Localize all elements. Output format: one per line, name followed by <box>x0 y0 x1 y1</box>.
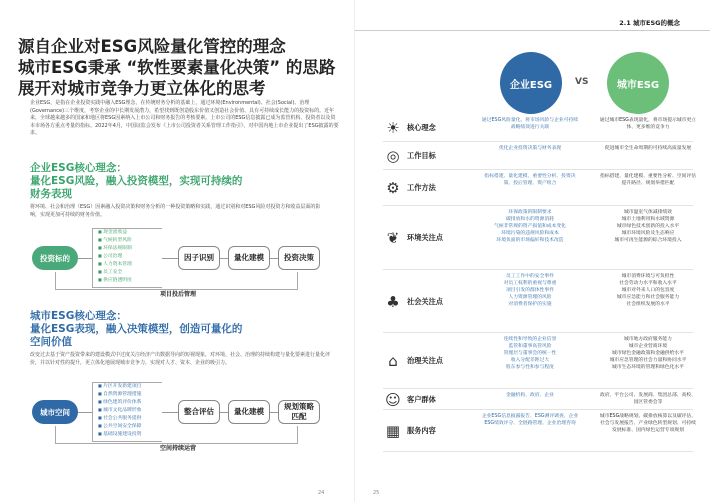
intro-paragraph: 企业ESG，是指在企业投资实践中融入ESG理念，在传统财务分析的基础上，通过环境(Environmental)、社会(Social)、治理(Governance)三个维度，考察企业的中长期发展潜力，希望找到既创造股东价值又创造社会价值、具有可持续成长能力的投资标的。近年来，全球越来越多的国家和地区将ESG因素纳入上市公司和财务报告的考核要素。上市公司的ESG信息披露已成为监管机构、投资者以及资本市场各方重点考量的指标。2022年4月，中国证监会发布《上市公司投资者关系管理工作指引》，对中国内地上市企业提出了ESG披露的要求。 <box>30 100 339 137</box>
connector-line <box>270 258 278 259</box>
connector-line <box>220 258 228 259</box>
city-space-oval: 城市空间 <box>32 400 78 424</box>
city-esg-circle: 城市ESG <box>607 52 669 114</box>
connector-line <box>220 412 228 413</box>
row-label: 客户群体 <box>407 394 436 404</box>
enterprise-cell: 环保政策的限制要求 碳排放和水的资源消耗 气候非常规的资产损值和成本变化 环境污染的违规风险和成本 环境负面的市场偏好和技术改造 <box>494 210 566 243</box>
table-row <box>383 114 697 142</box>
row-label: 治理关注点 <box>407 356 443 365</box>
investment-decision-box: 投资决策 <box>278 246 320 270</box>
city-heading-line-1: 城市ESG核心理念： <box>30 310 127 322</box>
network-icon: ⚙ <box>386 179 400 197</box>
connector-line <box>78 258 92 259</box>
factor-identification-box: 因子识别 <box>178 246 220 270</box>
city-cell: 城市ESG战略规划、碳排放核算以及碳评估、社会与发展报告、产业绿色转型规划、可持续发展标准、国内绿色运营专项规划 <box>599 414 697 433</box>
list-item: ■ 自然资源管理措施 <box>98 390 141 398</box>
people-icon: ♣ <box>386 292 400 311</box>
row-label: 服务内容 <box>407 426 436 435</box>
enterprise-footer-label: 项目投后管理 <box>160 291 197 298</box>
city-cell: 城市消费环境与可负担性 社会劳动力水平和收入水平 城市对外来人口的包容度 城市应急能力和社会服务能力 社会组织发展的水平 <box>616 274 680 307</box>
user-group-icon: ☺ <box>385 390 401 409</box>
page-title-line-1: 源自企业对ESG风险量化管控的理念 <box>18 37 286 56</box>
list-item: ■ 城市文化品牌形象 <box>98 406 141 414</box>
row-label: 环境关注点 <box>407 233 443 242</box>
right-page <box>355 0 710 502</box>
planning-strategy-box: 规划策略 匹配 <box>278 400 320 424</box>
city-heading-line-3: 空间价值 <box>30 336 72 348</box>
page-title-line-3: 展开对城市竞争力更立体化的思考 <box>18 79 266 98</box>
connector-line <box>78 412 92 413</box>
city-loop-bracket <box>55 426 298 444</box>
list-item: ■ 人力资本管理 <box>98 260 132 268</box>
table-row <box>383 206 693 270</box>
page-number-right: 25 <box>373 490 380 496</box>
enterprise-heading <box>30 162 330 201</box>
enterprise-heading-line-1: 企业ESG核心理念： <box>30 162 127 174</box>
list-item: ■ 公共空间安全保障 <box>98 422 141 430</box>
list-item: ■ 气候转型风险 <box>98 236 132 244</box>
integrated-assessment-box: 整合评估 <box>178 400 220 424</box>
section-divider <box>355 30 710 31</box>
row-label: 社会关注点 <box>407 296 443 306</box>
lightbulb-icon: ☀ <box>386 119 400 137</box>
investment-target-oval: 投资标的 <box>32 246 78 270</box>
list-item: ■ 供应链透明度 <box>98 276 132 284</box>
row-label: 工作目标 <box>407 151 436 160</box>
connector-line <box>162 412 178 413</box>
enterprise-cell: 员工工作中的安全事件 对员工权利的重视与尊重 项目引发的群体性事件 人力资源管理的风险 对消费者保护的实施 <box>503 274 557 307</box>
city-cell: 促进城市全生命周期的可持续高质量发展 <box>604 146 692 151</box>
city-cell: 指标搭建、量化建模、重要性分析、空间评估提升路径、规划举措匹配 <box>600 174 696 186</box>
list-item: ■ 片区开发新建项目 <box>98 382 141 390</box>
city-cell: 政府、平台公司、发展商、集团总部、高校、园区管委会等 <box>600 393 696 405</box>
list-item: ■ 绿色建筑评价体系 <box>98 398 141 406</box>
table-row <box>383 142 693 170</box>
enterprise-esg-circle: 企业ESG <box>500 52 562 114</box>
enterprise-heading-line-2: 量化ESG风险，融入投资模型，实现可持续的 <box>30 175 243 187</box>
enterprise-cell: 通过ESG风险量化，将市场风险与企业可持续战略绩效进行关联 <box>481 118 579 130</box>
table-row <box>383 410 697 452</box>
city-cell: 城市温室气体减排绩效 城市土地利用和水域资源 城市绿色技术创新的投入水平 城市环境风险及生态响应 城市可再生能源的综合环境投入 <box>614 210 682 243</box>
row-label: 工作方法 <box>407 183 436 192</box>
city-cell: 城市地方政府服务能力 城市企业营商环境 城市绿色金融政策和金融供给水平 城市应急管理的社会力量和协同水平 城市生态环境的管理和绿色化水平 <box>609 337 687 370</box>
row-label: 核心理念 <box>407 123 436 132</box>
building-icon: ⌂ <box>388 352 398 370</box>
enterprise-cell: 连续性和导致的企业信誉 监管和董事高管风险 管理层与董事会的统一性 收入分配差距过大 股东参与性和参与程度 <box>503 337 557 370</box>
enterprise-body: 将环境、社会和治理（ESG）因素融入投资决策和财务分析的一种投资策略和实践，通过识别和对ESG风险对投资方和收益层面的影响，实现更加可持续的财务价值。 <box>30 204 321 218</box>
city-footer-label: 空间持续运营 <box>160 445 197 452</box>
list-item: ■ 公司治理 <box>98 252 132 260</box>
connector-line <box>270 412 278 413</box>
list-item: ■ 环保法规限制 <box>98 244 132 252</box>
city-heading <box>30 310 330 349</box>
enterprise-cell: 指标搭建、量化建模、重要性分析、投资决策、投后管理、资产组合 <box>484 174 576 186</box>
row-divider <box>383 451 693 452</box>
list-item: ■ 现金流收益 <box>98 228 132 236</box>
city-cell: 通过城市ESG表现量化，将市场提示城市更立体、更多维的竞争力 <box>599 118 697 130</box>
quant-modeling-box: 量化建模 <box>228 246 270 270</box>
table-row <box>383 170 696 206</box>
city-heading-line-2: 量化ESG表现，融入决策模型，创造可量化的 <box>30 323 243 335</box>
city-body: 改变过去基于资产投资带来的建设模式中过度关注经济产出数据导向的短视现象，对环境、社会、治理的持续构建与量化要素进行量化评价，并以针对性的提升，更立体化地展现城市竞争力，实现对人才、资本、企业的吸引力。 <box>30 352 331 366</box>
section-label: 2.1 城市ESG的概念 <box>619 19 680 27</box>
page-number-left: 24 <box>318 490 325 496</box>
enterprise-heading-line-3: 财务表现 <box>30 188 72 200</box>
list-item: ■ 员工安全 <box>98 268 132 276</box>
enterprise-cell: 金融机构、政府、企业 <box>506 393 554 398</box>
table-row <box>383 333 693 389</box>
city-quant-modeling-box: 量化建模 <box>228 400 270 424</box>
enterprise-cell: 优化企业投资决策与财务表现 <box>498 146 562 151</box>
leaf-icon: ❦ <box>386 229 400 247</box>
table-row <box>383 389 696 410</box>
vs-label: VS <box>575 77 589 87</box>
enterprise-cell: 企业ESG信息披露报告、ESG测评调查、企业ESG绩效评分、全链路管理、企业治理咨询 <box>481 414 579 426</box>
city-icon: ▦ <box>385 422 401 440</box>
enterprise-loop-bracket <box>55 272 298 290</box>
target-icon: ◎ <box>386 147 400 165</box>
table-row <box>383 270 693 333</box>
list-item: ■ 社会公共服务提供 <box>98 414 141 422</box>
page-title-line-2: 城市ESG秉承 “软性要素量化决策” 的思路 <box>18 58 336 77</box>
connector-line <box>162 258 178 259</box>
list-item: ■ 基础设施建设投资 <box>98 430 141 438</box>
